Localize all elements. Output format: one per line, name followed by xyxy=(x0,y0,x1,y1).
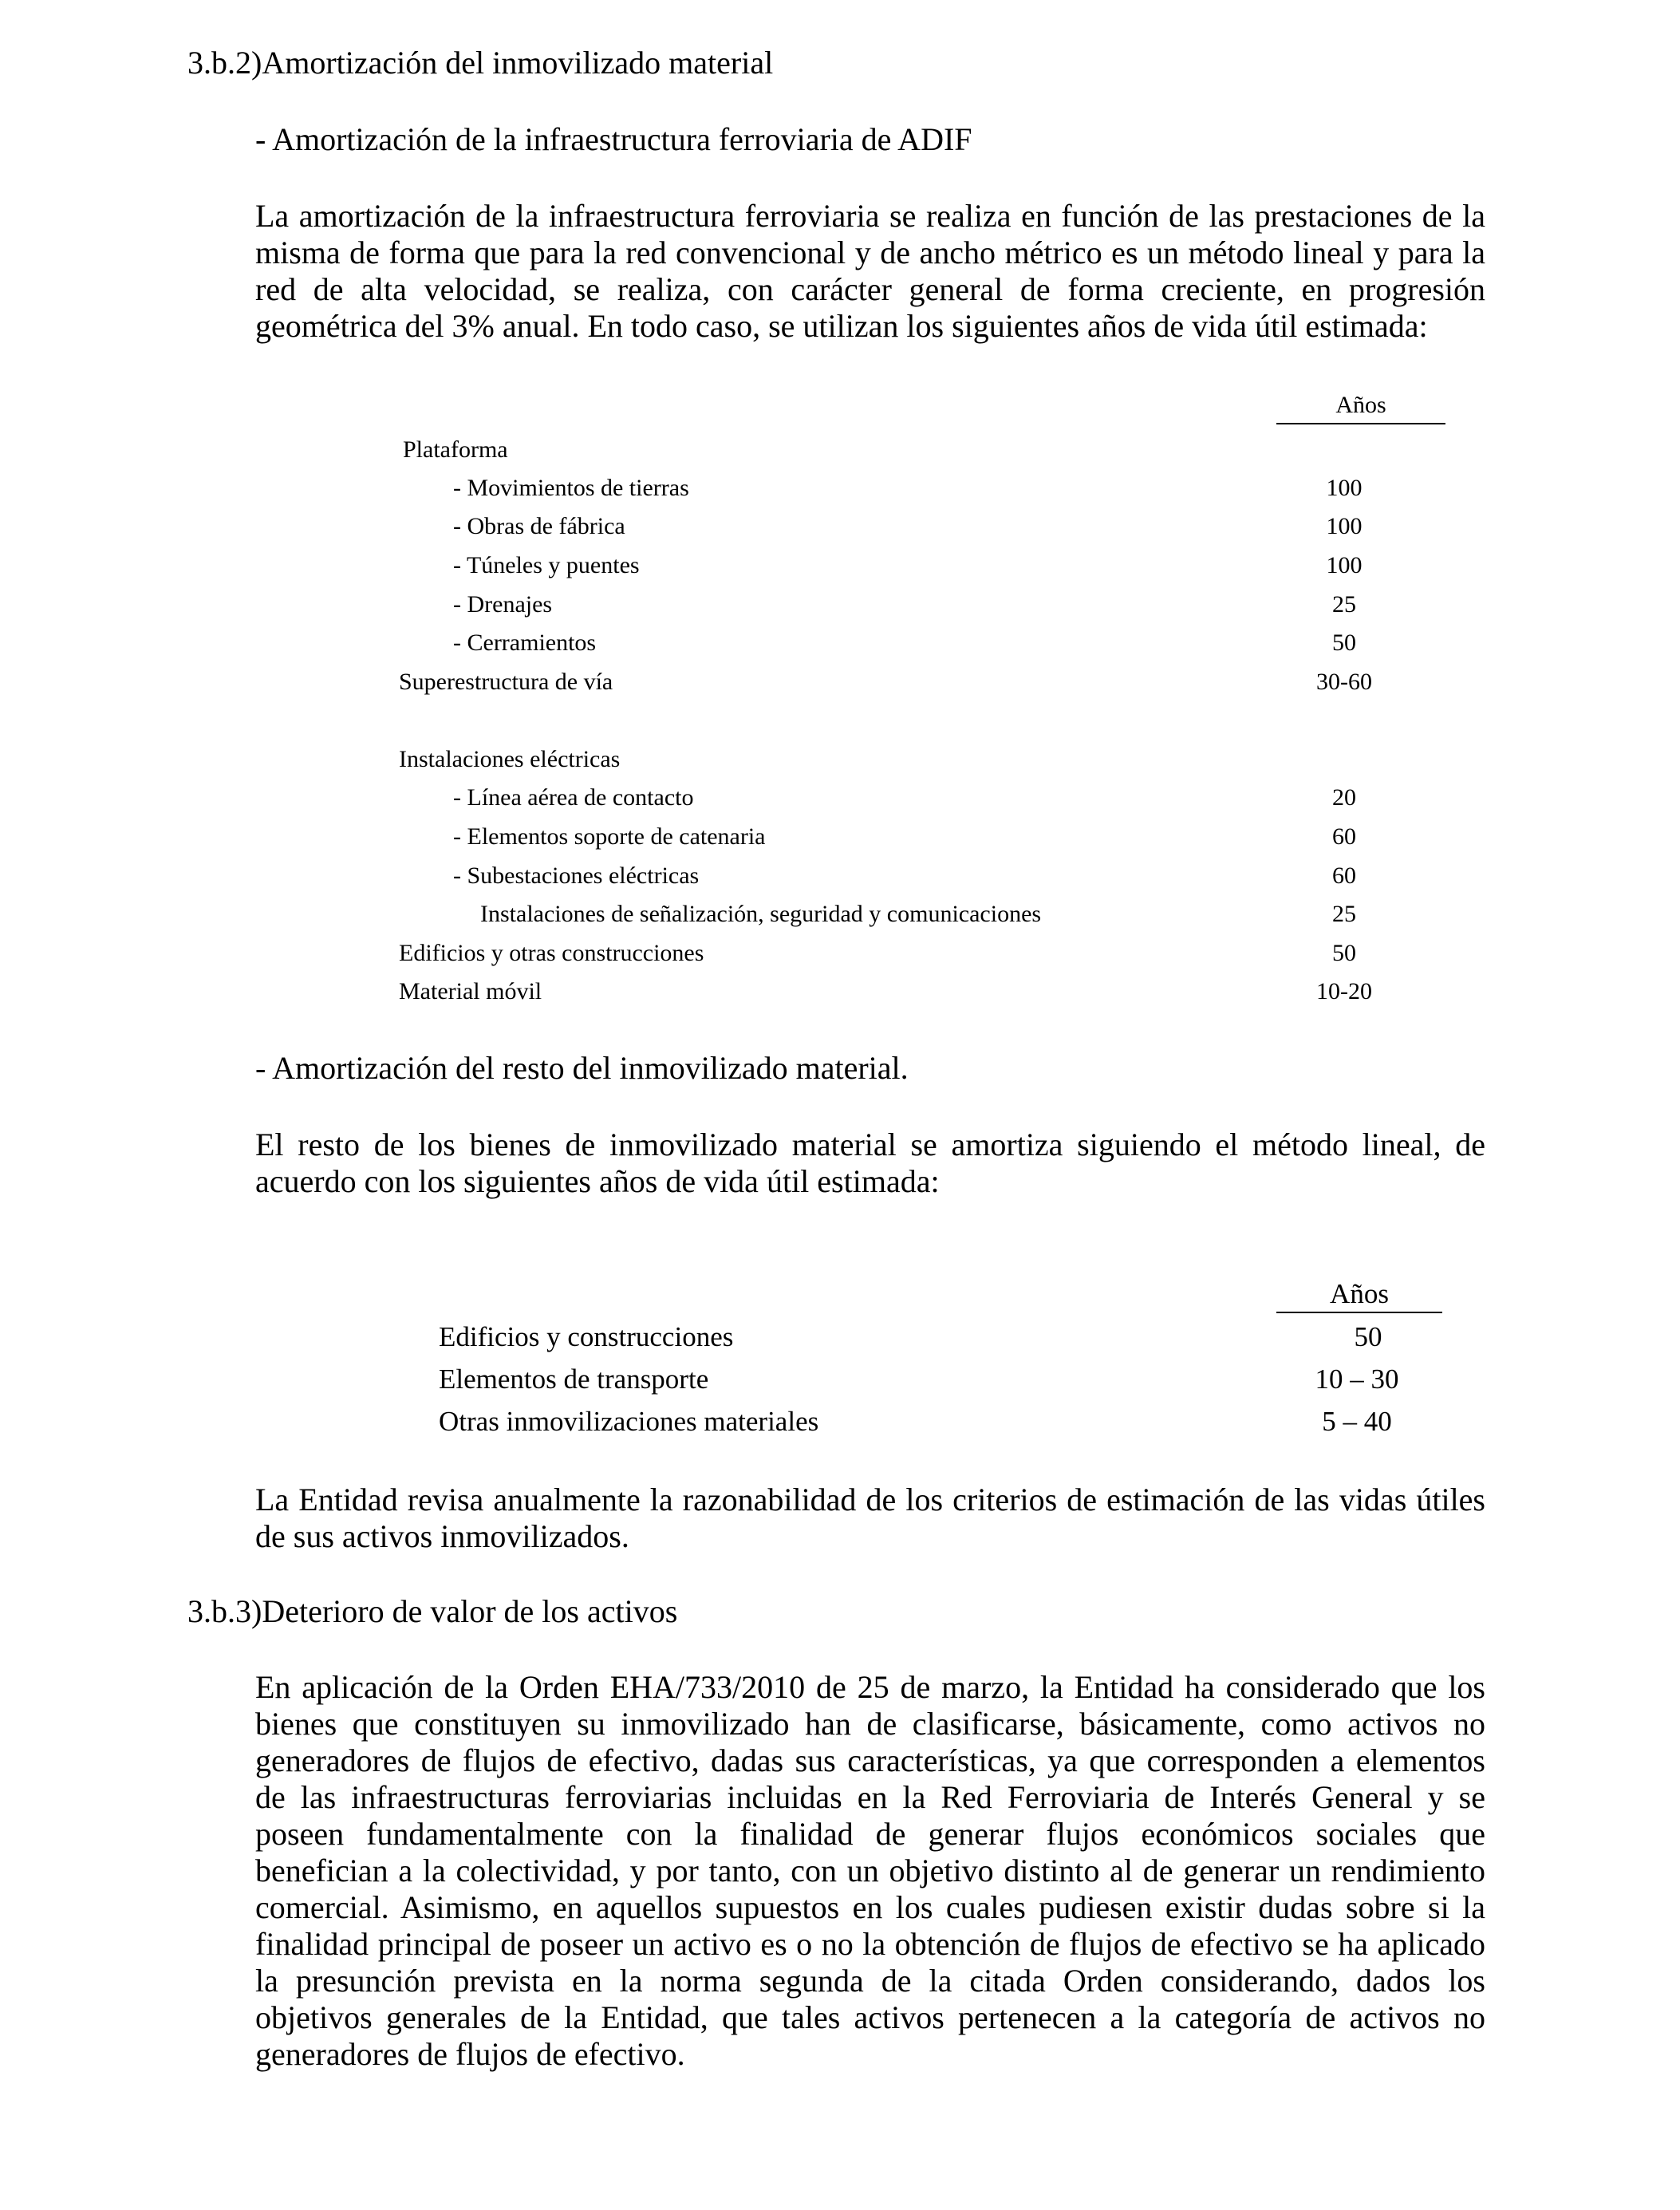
table-row-label: - Obras de fábrica xyxy=(453,513,625,539)
paragraph-line: El resto de los bienes de inmovilizado material se amortiza siguiendo el método lineal, de xyxy=(255,1127,1485,1162)
table-row-value: 50 xyxy=(1332,940,1356,966)
table-row-label: Edificios y construcciones xyxy=(439,1321,734,1352)
table-row-value: 20 xyxy=(1332,784,1356,811)
paragraph-line: de sus activos inmovilizados. xyxy=(255,1518,629,1554)
paragraph-line: benefician a la colectividad, y por tanto, con un objetivo distinto al de generar un rendimiento xyxy=(255,1853,1485,1888)
subheading-resto: - Amortización del resto del inmovilizado material. xyxy=(255,1050,909,1086)
paragraph-line: de las infraestructuras ferroviarias incluidas en la Red Ferroviaria de Interés General y se xyxy=(255,1779,1485,1815)
paragraph-line: comercial. Asimismo, en aquellos supuestos en los cuales pudiesen existir dudas sobre si la xyxy=(255,1889,1485,1925)
table-row-label: - Línea aérea de contacto xyxy=(453,784,694,811)
table-row-value: 100 xyxy=(1326,475,1363,501)
paragraph-line: acuerdo con los siguientes años de vida útil estimada: xyxy=(255,1163,940,1199)
table-header-anos: Años xyxy=(1330,1278,1389,1309)
table-row-value: 100 xyxy=(1326,552,1363,578)
table-row-value: 10 – 30 xyxy=(1315,1363,1399,1395)
paragraph-line: generadores de flujos de efectivo, dadas sus características, ya que corresponden a elementos xyxy=(255,1742,1485,1778)
table-row-value: 50 xyxy=(1354,1321,1382,1352)
table-header-anos: Años xyxy=(1335,392,1386,418)
section-heading-deterioro: 3.b.3)Deterioro de valor de los activos xyxy=(187,1593,678,1629)
table-row-value: 10-20 xyxy=(1316,978,1372,1004)
paragraph-line: poseen fundamentalmente con la finalidad de generar flujos económicos sociales que xyxy=(255,1816,1485,1852)
paragraph-line: La Entidad revisa anualmente la razonabilidad de los criterios de estimación de las vidas útiles xyxy=(255,1482,1485,1517)
table-row-value: 60 xyxy=(1332,823,1356,850)
table-row-value: 25 xyxy=(1332,901,1356,927)
table-row-value: 60 xyxy=(1332,862,1356,889)
table-row-value: 30-60 xyxy=(1316,669,1372,695)
paragraph-resto xyxy=(255,1127,1485,1200)
table-row-value: 50 xyxy=(1332,629,1356,656)
table-row-label: Elementos de transporte xyxy=(439,1363,709,1395)
table-row-label: Instalaciones de señalización, seguridad y comunicaciones xyxy=(480,901,1042,927)
table-row-value: 25 xyxy=(1332,591,1356,618)
paragraph-revision xyxy=(255,1482,1485,1555)
table-row-label: - Túneles y puentes xyxy=(453,552,640,578)
paragraph-infraestructura xyxy=(255,198,1485,345)
table-row-label: Superestructura de vía xyxy=(399,669,613,695)
table-row-label: - Drenajes xyxy=(453,591,553,618)
paragraph-line: la presunción prevista en la norma segunda de la citada Orden considerando, dados los xyxy=(255,1963,1485,1999)
section-heading-amortizacion: 3.b.2)Amortización del inmovilizado material xyxy=(187,45,774,81)
table-row-value: 100 xyxy=(1326,513,1363,539)
paragraph-deterioro xyxy=(255,1669,1485,2073)
paragraph-line: red de alta velocidad, se realiza, con carácter general de forma creciente, en progresión xyxy=(255,271,1485,307)
paragraph-line: bienes que constituyen su inmovilizado han de clasificarse, básicamente, como activos no xyxy=(255,1706,1485,1742)
table-row-label: - Subestaciones eléctricas xyxy=(453,862,700,889)
table-row-label: Plataforma xyxy=(403,436,508,463)
paragraph-line: geométrica del 3% anual. En todo caso, se utilizan los siguientes años de vida útil estimada: xyxy=(255,308,1428,344)
table-row-label: Material móvil xyxy=(399,978,542,1004)
table-row-label: - Cerramientos xyxy=(453,629,597,656)
paragraph-line: misma de forma que para la red convencional y de ancho métrico es un método lineal y para la xyxy=(255,235,1485,270)
table-row-label: Instalaciones eléctricas xyxy=(399,746,621,772)
paragraph-line: generadores de flujos de efectivo. xyxy=(255,2036,685,2072)
table-header-rule xyxy=(1276,423,1445,424)
paragraph-line: finalidad principal de poseer un activo es o no la obtención de flujos de efectivo se ha aplicado xyxy=(255,1926,1485,1962)
paragraph-line: En aplicación de la Orden EHA/733/2010 de 25 de marzo, la Entidad ha considerado que los xyxy=(255,1669,1485,1705)
table-row-value: 5 – 40 xyxy=(1322,1406,1392,1437)
paragraph-line: objetivos generales de la Entidad, que tales activos pertenecen a la categoría de activos no xyxy=(255,1999,1485,2035)
table-header-rule xyxy=(1276,1312,1442,1313)
subheading-infraestructura: - Amortización de la infraestructura ferroviaria de ADIF xyxy=(255,121,972,157)
paragraph-line: La amortización de la infraestructura ferroviaria se realiza en función de las prestaciones de la xyxy=(255,198,1485,234)
table-row-label: - Movimientos de tierras xyxy=(453,475,689,501)
table-row-label: - Elementos soporte de catenaria xyxy=(453,823,766,850)
table-row-label: Edificios y otras construcciones xyxy=(399,940,704,966)
table-row-label: Otras inmovilizaciones materiales xyxy=(439,1406,819,1437)
